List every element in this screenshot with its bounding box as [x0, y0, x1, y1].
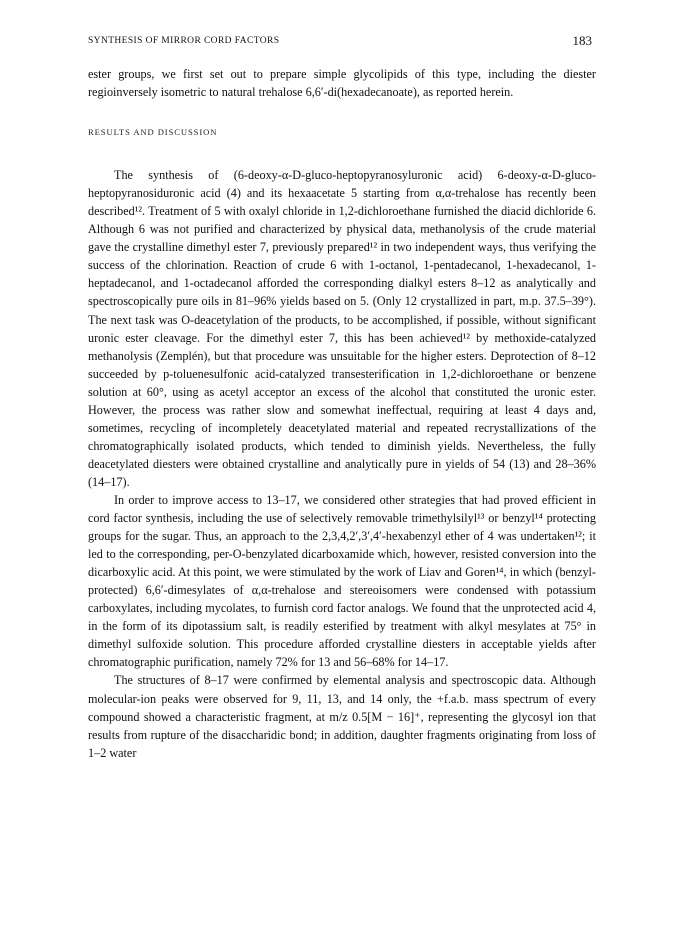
paragraph-continued: ester groups, we first set out to prepare simple glycolipids of this type, including the diester regioinversely isometric to natural trehalose 6,6′-di(hexadecanoate), as reported herein.	[88, 67, 596, 100]
paragraph-strategies: In order to improve access to 13–17, we considered other strategies that had proved efficient in cord factor synthesis, including the use of selectively removable trimethylsilyl¹³ or benzyl¹⁴ protecting groups for the sugar. Thus, an approach to the 2,3,4,2′,3′,4′-hexabenzyl ether of 4 was undertaken¹²; it led to the corresponding, per-O-benzylated dicarboxamide which, however, resisted conversion into the dicarboxylic acid. At this point, we were stimulated by the work of Liav and Goren¹⁴, in which (benzyl-protected) 6,6′-dimesylates of α,α-trehalose and stereoisomers were condensed with potassium carboxylates, including mycolates, to furnish cord factor analogs. We found that the unprotected acid 4, in the form of its dipotassium salt, is readily esterified by treatment with alkyl mesylates at 75° in dimethyl sulfoxide solution. This procedure afforded crystalline diesters in acceptable yields after chromatographic purification, namely 72% for 13 and 56–68% for 14–17.	[88, 492, 596, 670]
section-heading: RESULTS AND DISCUSSION	[88, 127, 218, 138]
running-title: SYNTHESIS OF MIRROR CORD FACTORS	[88, 36, 280, 46]
paragraph-synthesis: The synthesis of (6-deoxy-α-D-gluco-heptopyranosyluronic acid) 6-deoxy-α-D-gluco-heptopyranosiduronic acid (4) and its hexaacetate 5 starting from α,α-trehalose has recently been described¹². Treatment of 5 with oxalyl chloride in 1,2-dichloroethane furnished the diacid dichloride 6. Although 6 was not purified and characterized by physical data, methanolysis of the crude material gave the crystalline dimethyl ester 7, previously prepared¹² in two independent ways, thus verifying the success of the chlorination. Reaction of crude 6 with 1-octanol, 1-pentadecanol, 1-hexadecanol, 1-heptadecanol, and 1-octadecanol afforded the corresponding dialkyl esters 8–12 as analytically and spectroscopically pure oils in 81–96% yields based on 5. (Only 12 crystallized in part, m.p. 37.5–39°). The next task was O-deacetylation of the products, to be accomplished, if possible, without significant uronic ester cleavage. For the dimethyl ester 7, this has been achieved¹² by methoxide-catalyzed methanolysis (Zemplén), but that procedure was unsuitable for the higher esters. Deprotection of 8–12 succeeded by p-toluenesulfonic acid-catalyzed transesterification in 1,2-dichloroethane or benzene solution at 60°, using as acetyl acceptor an excess of the alcohol that constituted the uronic ester. However, the process was rather slow and somewhat ineffectual, requiring at least 4 days and, sometimes, recycling of incompletely deacetylated material and repeated recrystallizations of the chromatographically isolated products, which tended to diminish yields. Nevertheless, the fully deacetylated diesters were obtained crystalline and analytically pure in yields of 54 (13) and 28–36% (14–17).	[88, 168, 596, 489]
paragraph-structures: The structures of 8–17 were confirmed by elemental analysis and spectroscopic data. Although molecular-ion peaks were observed for 9, 11, 13, and 14 only, the +f.a.b. mass spectrum of every compound showed a characteristic fragment, at m/z 0.5[M − 16]⁺, representing the glycosyl ion that results from rupture of the disaccharidic bond; in addition, daughter fragments originating from loss of 1–2 water	[88, 673, 596, 760]
page-number: 183	[572, 33, 592, 48]
body-text	[88, 65, 596, 762]
